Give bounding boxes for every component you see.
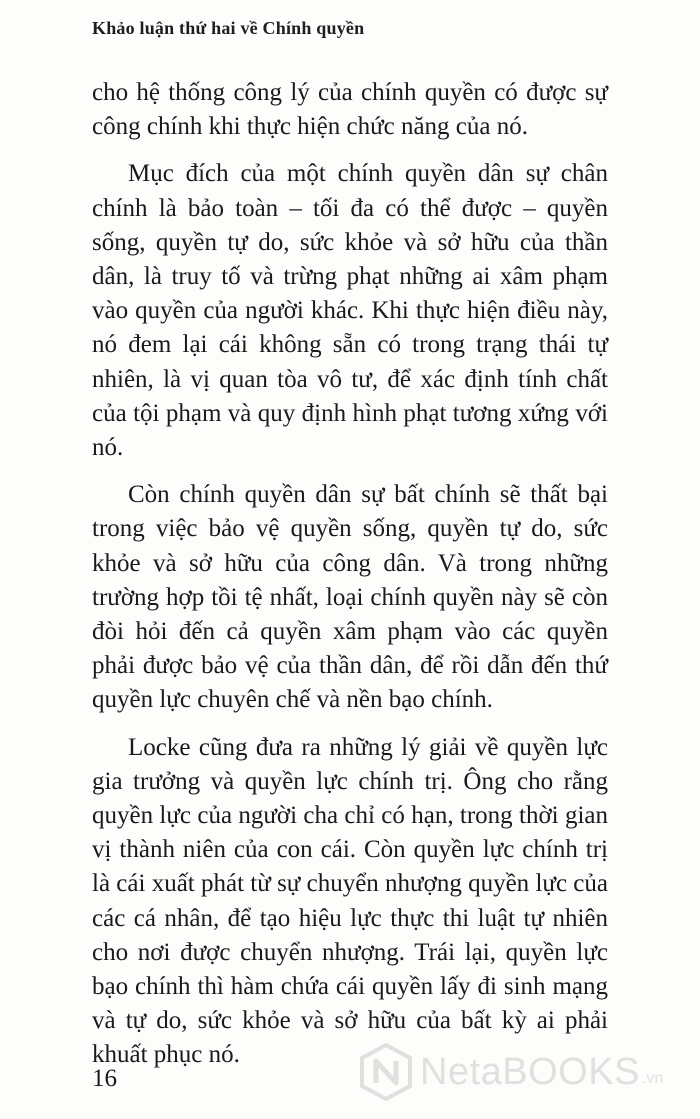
- body-text: [92, 76, 608, 1086]
- paragraph: cho hệ thống công lý của chính quyền có được sự công chính khi thực hiện chức năng của nó.: [92, 79, 608, 141]
- running-title: Khảo luận thứ hai về Chính quyền: [92, 18, 365, 38]
- watermark-suffix: .vn: [641, 1070, 664, 1087]
- watermark-brand: NetaBOOKS: [420, 1050, 640, 1093]
- watermark: [360, 1043, 663, 1101]
- netabooks-logo-icon: [360, 1043, 412, 1101]
- paragraph: Còn chính quyền dân sự bất chính sẽ thất bại trong việc bảo vệ quyền sống, quyền tự do, sức khỏe và sở hữu của công dân. Và trong những trường hợp tồi tệ nhất, loại chính quyền này sẽ còn đòi hỏi đến cả quyền xâm phạm vào các quyền phải được bảo vệ của thần dân, để rồi dẫn đến thứ quyền lực chuyên chế và nền bạo chính.: [92, 481, 608, 714]
- paragraph: Locke cũng đưa ra những lý giải về quyền lực gia trưởng và quyền lực chính trị. Ông cho rằng quyền lực của người cha chỉ có hạn, trong thời gian vị thành niên của con cái. Còn quyền lực chính trị là cái xuất phát từ sự chuyển nhượng quyền lực của các cá nhân, để tạo hiệu lực thực thi luật tự nhiên cho nơi được chuyển nhượng. Trái lại, quyền lực bạo chính thì hàm chứa cái quyền lấy đi sinh mạng và tự do, sức khỏe và sở hữu của bất kỳ ai phải khuất phục nó.: [92, 733, 608, 1069]
- page-number: 16: [92, 1065, 117, 1092]
- paragraph: Mục đích của một chính quyền dân sự chân chính là bảo toàn – tối đa có thể được – quyền sống, quyền tự do, sức khỏe và sở hữu của thần dân, là truy tố và trừng phạt những ai xâm phạm vào quyền của người khác. Khi thực hiện điều này, nó đem lại cái không sẵn có trong trạng thái tự nhiên, là vị quan tòa vô tư, để xác định tính chất của tội phạm và quy định hình phạt tương xứng với nó.: [92, 160, 608, 462]
